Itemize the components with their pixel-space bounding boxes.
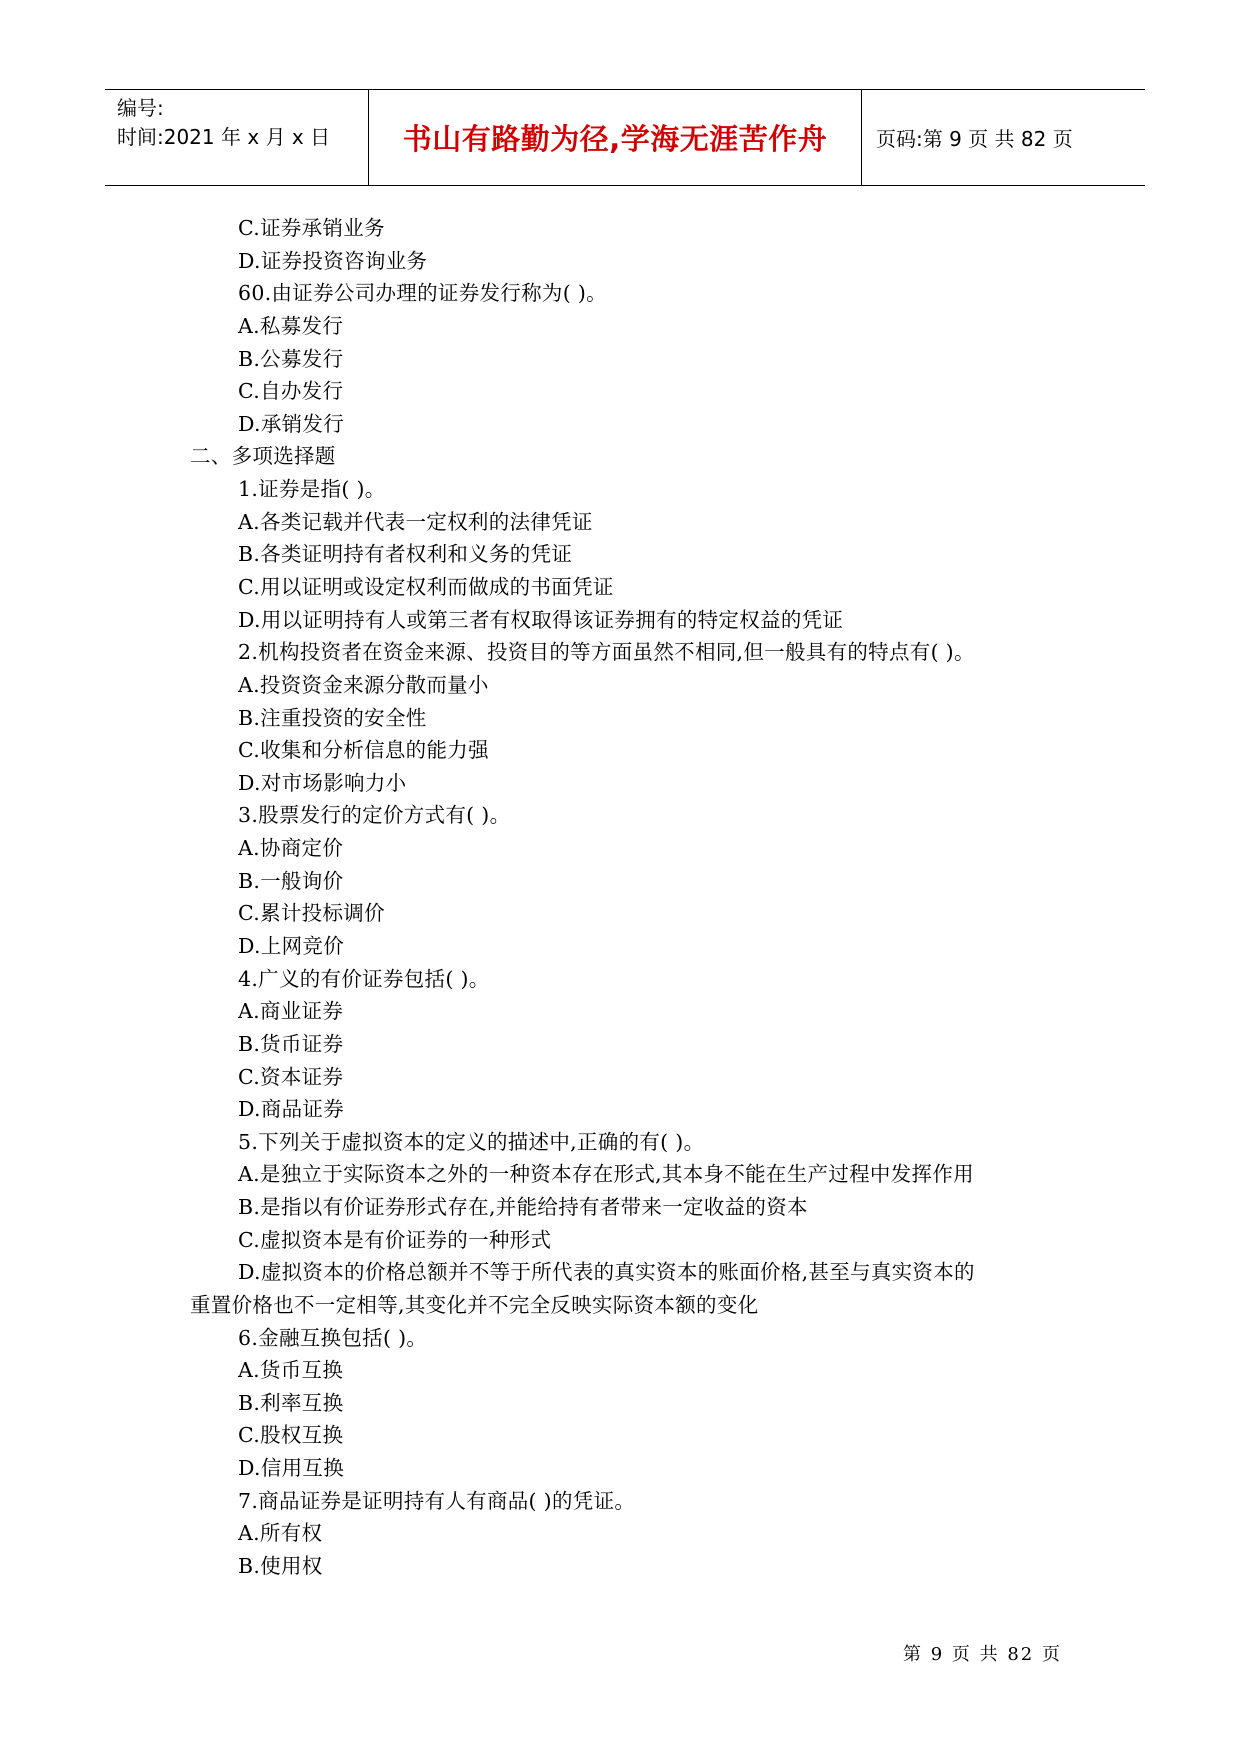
text-line: C.股权互换 [238,1423,344,1448]
text-line: D.商品证券 [238,1097,345,1122]
text-line: D.信用互换 [238,1456,345,1481]
header-page-cell [862,90,1145,185]
header-motto: 书山有路勤为径,学海无涯苦作舟 [402,122,828,156]
text-line: C.资本证券 [238,1064,344,1089]
text-line: B.利率互换 [238,1390,344,1415]
text-line: A.各类记载并代表一定权利的法律凭证 [238,509,593,534]
document-time-label: 时间:2021 年 x 月 x 日 [117,125,331,149]
page-footer: 第 9 页 共 82 页 [903,1644,1062,1665]
question-5: 5.下列关于虚拟资本的定义的描述中,正确的有( )。 [238,1129,705,1154]
question-6: 6.金融互换包括( )。 [238,1325,428,1350]
question-7: 7.商品证券是证明持有人有商品( )的凭证。 [238,1488,636,1513]
text-line: D.对市场影响力小 [238,770,407,795]
text-line: B.公募发行 [238,346,344,371]
text-line: A.所有权 [238,1521,323,1546]
text-line: C.证券承销业务 [238,216,385,240]
text-line: A.协商定价 [238,836,344,860]
text-line: D.证券投资咨询业务 [238,248,428,273]
question-1: 1.证券是指( )。 [238,477,386,502]
text-line: B.一般询价 [238,868,344,893]
header-meta-cell [105,90,369,185]
question-2: 2.机构投资者在资金来源、投资目的等方面虽然不相同,但一般具有的特点有( )。 [238,640,975,665]
header-page-number: 页码:第 9 页 共 82 页 [876,127,1073,151]
document-number-label: 编号: [117,96,164,120]
text-line: C.累计投标调价 [238,901,385,926]
text-line: B.是指以有价证券形式存在,并能给持有者带来一定收益的资本 [238,1195,808,1219]
header-motto-cell [369,90,862,185]
question-4: 4.广义的有价证券包括( )。 [238,966,490,991]
text-line: B.注重投资的安全性 [238,705,427,730]
text-line: C.自办发行 [238,379,344,404]
text-line: A.商业证券 [238,999,344,1024]
section-heading: 二、多项选择题 [190,444,336,469]
question-3: 3.股票发行的定价方式有( )。 [238,803,511,828]
text-line: D.虚拟资本的价格总额并不等于所代表的真实资本的账面价格,甚至与真实资本的 [238,1260,975,1285]
text-line: A.是独立于实际资本之外的一种资本存在形式,其本身不能在生产过程中发挥作用 [238,1162,974,1187]
page-header [105,89,1145,186]
text-line: D.上网竞价 [238,933,345,958]
text-line: A.私募发行 [238,313,344,338]
text-line: D.用以证明持有人或第三者有权取得该证券拥有的特定权益的凭证 [238,607,844,632]
text-line: D.承销发行 [238,411,345,436]
text-line: A.投资资金来源分散而量小 [238,672,489,697]
question-60: 60.由证券公司办理的证券发行称为( )。 [238,281,607,306]
text-line: C.虚拟资本是有价证券的一种形式 [238,1227,552,1252]
text-line: A.货币互换 [238,1358,344,1383]
text-line: B.使用权 [238,1554,323,1578]
text-line: B.各类证明持有者权利和义务的凭证 [238,542,573,567]
text-line: C.用以证明或设定权利而做成的书面凭证 [238,575,614,599]
text-line-continuation: 重置价格也不一定相等,其变化并不完全反映实际资本额的变化 [190,1292,759,1317]
text-line: B.货币证券 [238,1031,344,1056]
text-line: C.收集和分析信息的能力强 [238,738,489,763]
